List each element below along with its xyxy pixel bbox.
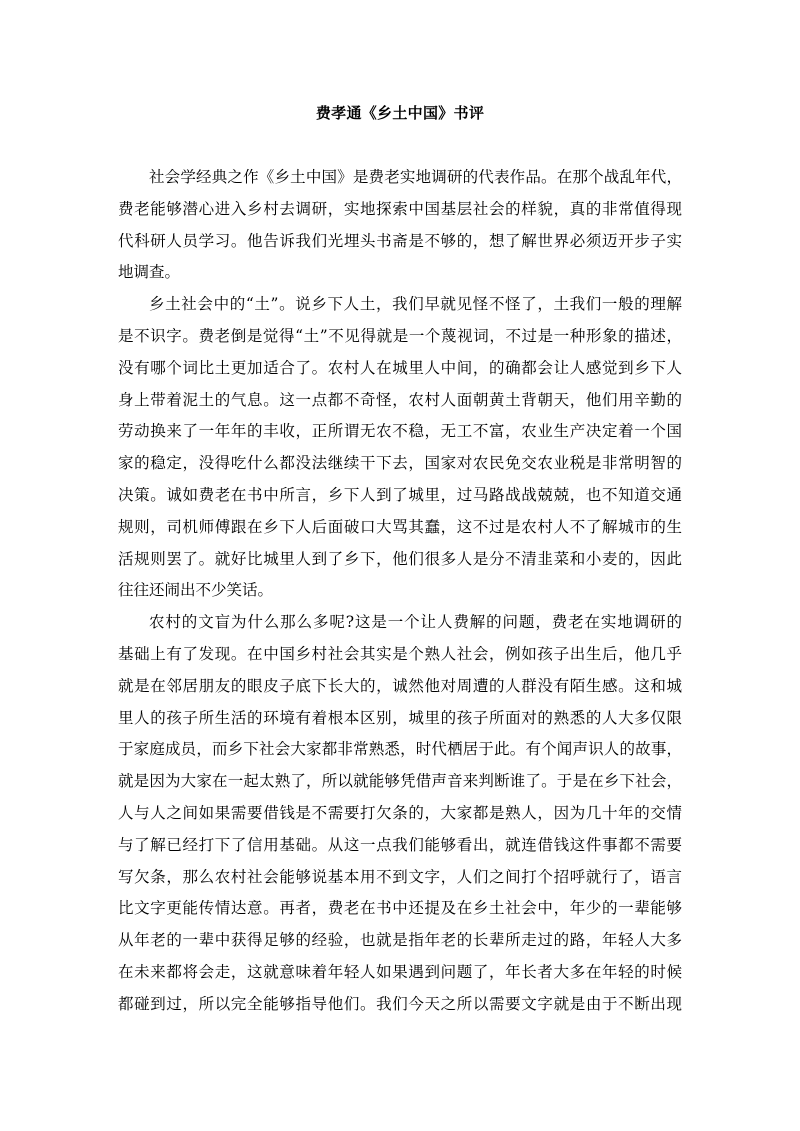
text-line: 活规则罢了。就好比城里人到了乡下，他们很多人是分不清韭菜和小麦的，因此: [118, 549, 682, 568]
text-line: 费老能够潜心进入乡村去调研，实地探索中国基层社会的样貌，真的非常值得现: [118, 199, 682, 218]
text-line: 在未来都将会走，这就意味着年轻人如果遇到问题了，年长者大多在年轻的时候: [118, 962, 682, 981]
text-line: 劳动换来了一年年的丰收，正所谓无农不稳，无工不富，农业生产决定着一个国: [118, 422, 682, 441]
text-line: 人与人之间如果需要借钱是不需要打欠条的，大家都是熟人，因为几十年的交情: [118, 803, 682, 822]
text-line: 写欠条，那么农村社会能够说基本用不到文字，人们之间打个招呼就行了，语言: [118, 867, 682, 886]
text-line: 里人的孩子所生活的环境有着根本区别，城里的孩子所面对的熟悉的人大多仅限: [118, 708, 682, 727]
text-line: 社会学经典之作《乡土中国》是费老实地调研的代表作品。在那个战乱年代，: [149, 168, 682, 186]
text-line: 从年老的一辈中获得足够的经验，也就是指年老的长辈所走过的路，年轻人大多: [118, 931, 682, 950]
paragraph-1: [118, 162, 682, 289]
text-line: 是不识字。费老倒是觉得“土”不见得就是一个蔑视词，不过是一种形象的描述，: [118, 326, 682, 345]
text-line: 基础上有了发现。在中国乡村社会其实是个熟人社会，例如孩子出生后，他几乎: [118, 644, 682, 663]
text-line: 乡土社会中的“土”。说乡下人土，我们早就见怪不怪了，土我们一般的理解: [149, 295, 682, 314]
text-line: 就是在邻居朋友的眼皮子底下长大的，诚然他对周遭的人群没有陌生感。这和城: [118, 676, 682, 695]
text-line: 没有哪个词比土更加适合了。农村人在城里人中间，的确都会让人感觉到乡下人: [118, 358, 682, 377]
text-line: 家的稳定，没得吃什么都没法继续干下去，国家对农民免交农业税是非常明智的: [118, 454, 682, 473]
text-line: 身上带着泥土的气息。这一点都不奇怪，农村人面朝黄土背朝天，他们用辛勤的: [118, 390, 682, 409]
text-line: 往往还闹出不少笑话。: [118, 581, 274, 600]
document-title: 费孝通《乡土中国》书评: [315, 104, 485, 122]
text-line: 地调查。: [118, 263, 181, 282]
text-line: 比文字更能传情达意。再者，费老在书中还提及在乡土社会中，年少的一辈能够: [118, 899, 682, 918]
document-body: [118, 162, 682, 1021]
text-line: 规则，司机师傅跟在乡下人后面破口大骂其蠢，这不过是农村人不了解城市的生: [118, 517, 682, 536]
text-line: 代科研人员学习。他告诉我们光埋头书斋是不够的，想了解世界必须迈开步子实: [118, 231, 682, 250]
text-line: 都碰到过，所以完全能够指导他们。我们今天之所以需要文字就是由于不断出现: [118, 994, 682, 1013]
text-line: 于家庭成员，而乡下社会大家都非常熟悉，时代栖居于此。有个闻声识人的故事，: [118, 740, 682, 759]
text-line: 决策。诚如费老在书中所言，乡下人到了城里，过马路战战兢兢，也不知道交通: [118, 485, 682, 504]
text-line: 农村的文盲为什么那么多呢?这是一个让人费解的问题，费老在实地调研的: [149, 613, 682, 632]
text-line: 就是因为大家在一起太熟了，所以就能够凭借声音来判断谁了。于是在乡下社会，: [118, 772, 682, 791]
paragraph-2: [118, 289, 682, 607]
text-line: 与了解已经打下了信用基础。从这一点我们能够看出，就连借钱这件事都不需要: [118, 835, 682, 854]
paragraph-3: [118, 607, 682, 1020]
